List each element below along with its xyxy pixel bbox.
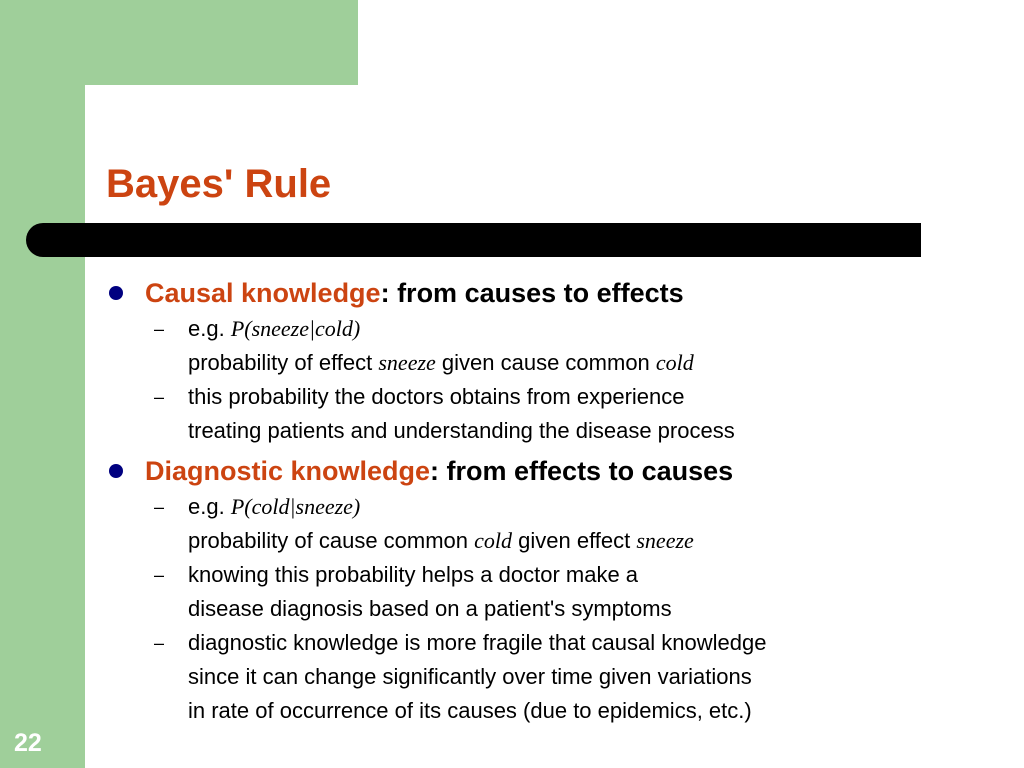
diagnostic-note1-line2: disease diagnosis based on a patient's symptoms (188, 596, 672, 621)
diagnostic-desc-middle: given effect (512, 528, 637, 553)
diagnostic-desc-effect: sneeze (636, 528, 694, 553)
dash-icon: – (154, 387, 165, 407)
diagnostic-note1-line1: knowing this probability helps a doctor make a (188, 562, 639, 587)
diagnostic-eg-prefix: e.g. (188, 494, 231, 519)
causal-desc-cause: cold (655, 350, 694, 375)
bullet-dot-icon (109, 464, 123, 478)
diagnostic-note-2 (106, 626, 986, 728)
diagnostic-note2-line3: in rate of occurrence of its causes (due to epidemics, etc.) (188, 698, 752, 723)
causal-heading-highlight: Causal knowledge (145, 278, 381, 308)
bullet-causal-knowledge (106, 274, 986, 312)
causal-note (106, 380, 986, 448)
causal-desc-middle: given cause common (435, 350, 656, 375)
diagnostic-desc-cause: cold (474, 528, 513, 553)
causal-note-line1: this probability the doctors obtains from experience (188, 384, 685, 409)
diagnostic-desc-prefix: probability of cause common (188, 528, 475, 553)
slide-number: 22 (14, 729, 42, 757)
diagnostic-note-1 (106, 558, 986, 626)
causal-example (106, 312, 986, 380)
slide-title: Bayes' Rule (106, 162, 332, 206)
slide-content (106, 274, 986, 728)
bullet-diagnostic-knowledge (106, 452, 986, 490)
dash-icon: – (154, 633, 165, 653)
causal-desc-prefix: probability of effect (188, 350, 379, 375)
dash-icon: – (154, 565, 165, 585)
causal-eg-formula: P(sneeze|cold) (230, 316, 361, 341)
causal-eg-prefix: e.g. (188, 316, 231, 341)
causal-heading-rest: : from causes to effects (380, 278, 684, 308)
causal-note-line2: treating patients and understanding the disease process (188, 418, 735, 443)
diagnostic-note2-line1: diagnostic knowledge is more fragile that causal knowledge (188, 630, 767, 655)
dash-icon: – (154, 497, 165, 517)
title-underline-bar (26, 223, 921, 257)
causal-desc-effect: sneeze (378, 350, 436, 375)
decorative-green-strip (0, 0, 85, 768)
dash-icon: – (154, 319, 165, 339)
diagnostic-note2-line2: since it can change significantly over time given variations (188, 664, 752, 689)
diagnostic-eg-formula: P(cold|sneeze) (230, 494, 361, 519)
diagnostic-heading-highlight: Diagnostic knowledge (145, 456, 431, 486)
diagnostic-heading-rest: : from effects to causes (430, 456, 734, 486)
bullet-dot-icon (109, 286, 123, 300)
diagnostic-example (106, 490, 986, 558)
